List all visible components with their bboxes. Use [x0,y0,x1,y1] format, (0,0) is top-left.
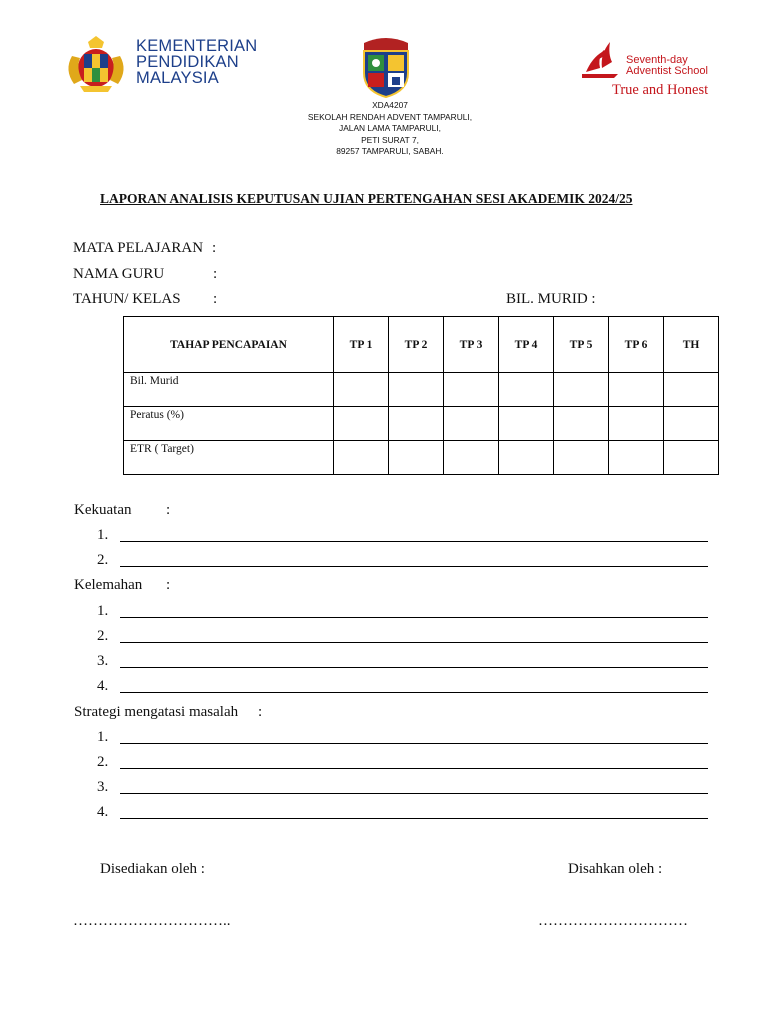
table-row [124,407,719,441]
strategy-number-1: 1. [97,729,109,745]
row-label-target: ETR ( Target) [124,441,334,475]
column-tp5: TP 5 [554,317,609,373]
strategy-number-3: 3. [97,779,109,795]
table-row [124,373,719,407]
sda-name [626,55,708,77]
weakness-line-1[interactable] [120,601,708,618]
ministry-line-2: PENDIDIKAN [136,53,239,71]
column-tp6: TP 6 [609,317,664,373]
column-th: TH [664,317,719,373]
prepared-by-signature-line[interactable]: ………………………….. [73,913,231,929]
table-cell[interactable] [444,373,499,407]
column-tp4: TP 4 [499,317,554,373]
class-label: TAHUN/ KELAS [73,291,181,307]
column-tp2: TP 2 [389,317,444,373]
strength-number-2: 2. [97,552,109,568]
table-cell[interactable] [664,441,719,475]
approved-by-label: Disahkan oleh : [568,861,663,877]
strengths-colon: : [166,502,171,518]
weakness-number-1: 1. [97,603,109,619]
report-title: LAPORAN ANALISIS KEPUTUSAN UJIAN PERTENGAHAN SESI AKADEMIK 2024/25 [100,191,633,206]
weakness-line-2[interactable] [120,626,708,643]
strength-number-1: 1. [97,527,109,543]
class-colon: : [213,291,218,307]
malaysia-coat-of-arms-icon [60,36,132,96]
weakness-line-3[interactable] [120,651,708,668]
table-cell[interactable] [609,441,664,475]
column-tp1: TP 1 [334,317,389,373]
row-label-pupils: Bil. Murid [124,373,334,407]
table-cell[interactable] [334,373,389,407]
achievement-table [123,316,719,475]
column-tp3: TP 3 [444,317,499,373]
sda-logo [578,38,622,80]
table-cell[interactable] [389,373,444,407]
teacher-label: NAMA GURU [73,266,165,282]
subject-colon: : [212,240,217,256]
table-cell[interactable] [554,407,609,441]
strategy-line-1[interactable] [120,727,708,744]
table-cell[interactable] [609,373,664,407]
row-label-percent: Peratus (%) [124,407,334,441]
ministry-name [136,38,257,86]
weaknesses-colon: : [166,577,171,593]
school-crest [358,33,414,99]
strategy-line-3[interactable] [120,777,708,794]
strengths-label: Kekuatan [74,502,132,518]
pupils-count-label: BIL. MURID : [506,291,596,307]
table-cell[interactable] [664,373,719,407]
table-cell[interactable] [444,441,499,475]
table-cell[interactable] [609,407,664,441]
ministry-line-3: MALAYSIA [136,69,219,87]
table-cell[interactable] [499,441,554,475]
school-name: SEKOLAH RENDAH ADVENT TAMPARULI, [307,111,473,122]
table-header-label: TAHAP PENCAPAIAN [124,317,334,373]
strength-line-2[interactable] [120,550,708,567]
strategy-line-2[interactable] [120,752,708,769]
sda-motto: True and Honest [612,82,709,98]
weakness-number-3: 3. [97,653,109,669]
weakness-number-2: 2. [97,628,109,644]
strategy-number-4: 4. [97,804,109,820]
school-code: XDA4207 [372,100,408,110]
address-postcode: 89257 TAMPARULI, SABAH. [336,146,444,156]
weakness-line-4[interactable] [120,676,708,693]
ministry-line-1: KEMENTERIAN [136,37,258,55]
subject-label: MATA PELAJARAN [73,240,204,256]
table-cell[interactable] [389,441,444,475]
sda-line-1: Seventh-day [626,54,688,66]
table-cell[interactable] [499,407,554,441]
school-crest-icon [358,33,414,99]
table-cell[interactable] [444,407,499,441]
table-cell[interactable] [664,407,719,441]
weaknesses-label: Kelemahan [74,577,143,593]
strategy-number-2: 2. [97,754,109,770]
table-header-row [124,317,719,373]
address-street: JALAN LAMA TAMPARULI, [339,123,441,133]
table-cell[interactable] [554,373,609,407]
address-po-box: PETI SURAT 7, [361,134,419,145]
strategy-colon: : [258,704,263,720]
strategy-line-4[interactable] [120,802,708,819]
table-row [124,441,719,475]
sda-line-2: Adventist School [626,65,708,77]
strength-line-1[interactable] [120,525,708,542]
table-cell[interactable] [499,373,554,407]
table-cell[interactable] [334,441,389,475]
teacher-colon: : [213,266,218,282]
approved-by-signature-line[interactable]: ………………………… [538,913,688,929]
table-cell[interactable] [389,407,444,441]
table-cell[interactable] [334,407,389,441]
table-cell[interactable] [554,441,609,475]
weakness-number-4: 4. [97,678,109,694]
school-address [0,100,768,158]
strategy-label: Strategi mengatasi masalah [74,704,239,720]
adventist-flame-icon [578,38,622,80]
prepared-by-label: Disediakan oleh : [100,861,205,877]
